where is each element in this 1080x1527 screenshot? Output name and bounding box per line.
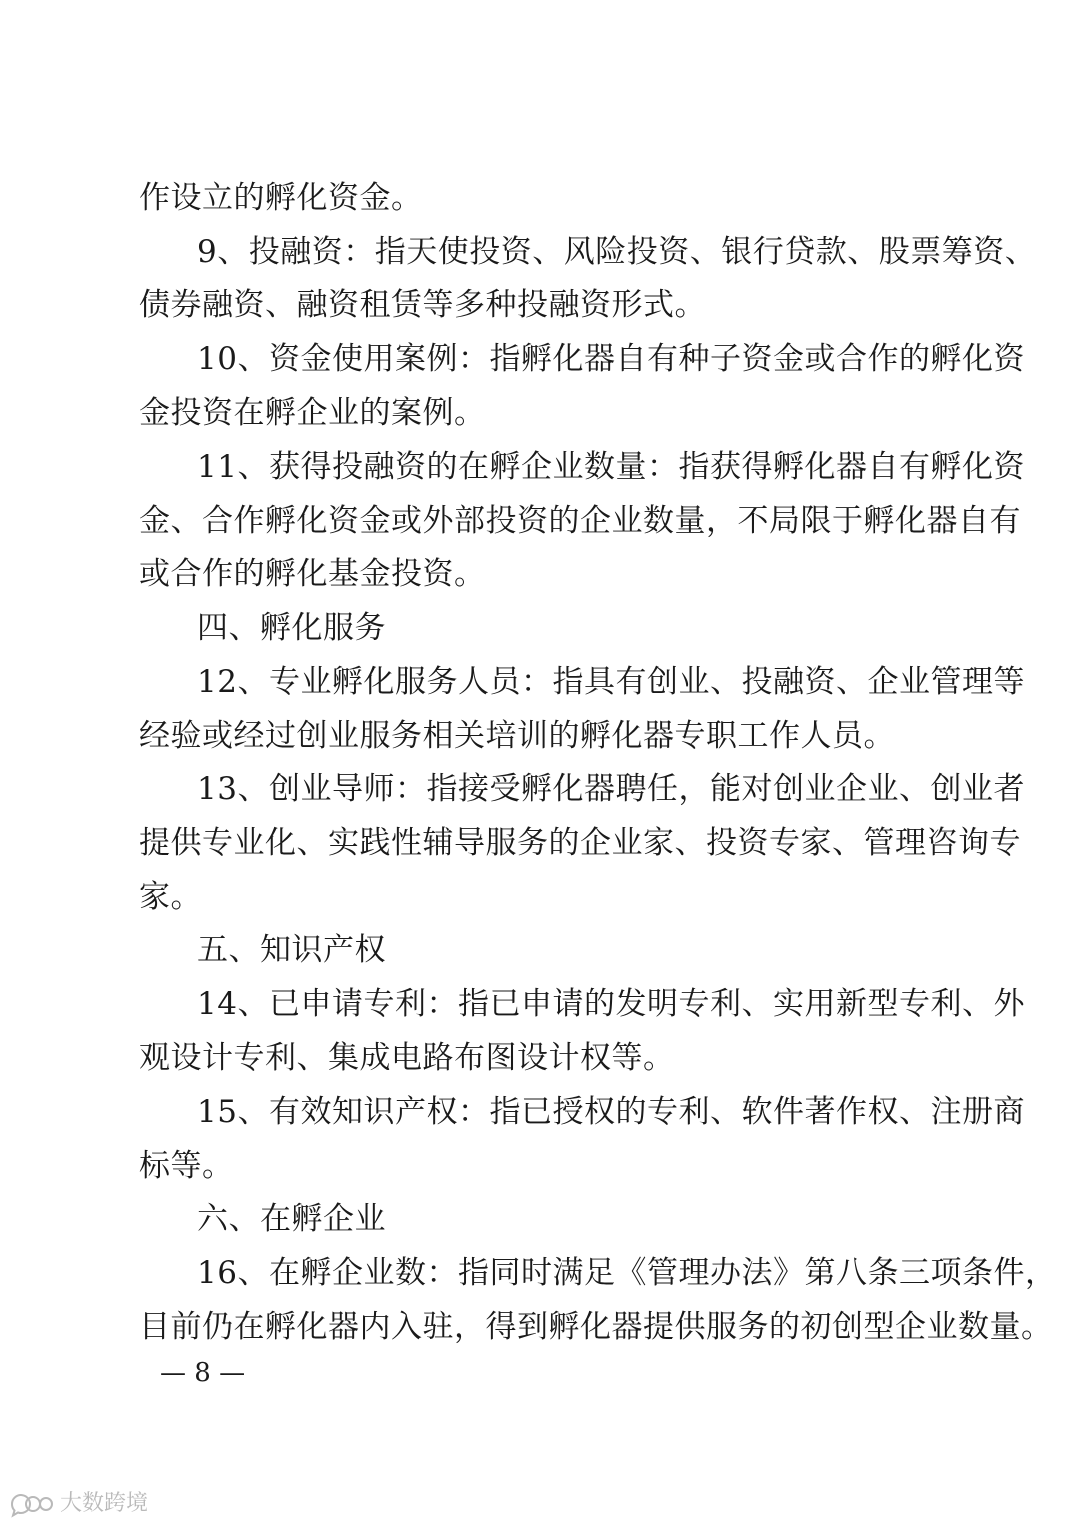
text-line: 14、已申请专利：指已申请的发明专利、实用新型专利、外: [197, 986, 1025, 1022]
section-heading: 四、孵化服务: [197, 610, 386, 646]
text-line: 16、在孵企业数：指同时满足《管理办法》第八条三项条件，: [197, 1255, 1057, 1291]
text-line: 目前仍在孵化器内入驻，得到孵化器提供服务的初创型企业数量。: [139, 1309, 1053, 1345]
text-line: 提供专业化、实践性辅导服务的企业家、投资专家、管理咨询专: [139, 825, 1021, 861]
text-line: 标等。: [139, 1148, 234, 1184]
text-line: 或合作的孵化基金投资。: [139, 556, 486, 592]
section-heading: 六、在孵企业: [197, 1201, 386, 1237]
watermark: [8, 1490, 148, 1518]
text-line: 金投资在孵企业的案例。: [139, 395, 486, 431]
text-line: 观设计专利、集成电路布图设计权等。: [139, 1040, 675, 1076]
text-line: 13、创业导师：指接受孵化器聘任，能对创业企业、创业者: [197, 771, 1025, 807]
text-line: 债券融资、融资租赁等多种投融资形式。: [139, 287, 706, 323]
page-number: — 8 —: [160, 1358, 246, 1388]
text-line: 作设立的孵化资金。: [139, 180, 423, 216]
chat-bubble-icon: [8, 1491, 54, 1517]
text-line: 家。: [139, 879, 202, 915]
text-line: 金、合作孵化资金或外部投资的企业数量，不局限于孵化器自有: [139, 503, 1021, 539]
text-line: 9、投融资：指天使投资、风险投资、银行贷款、股票筹资、: [197, 234, 1037, 270]
text-line: 11、获得投融资的在孵企业数量：指获得孵化器自有孵化资: [197, 449, 1025, 485]
text-line: 10、资金使用案例：指孵化器自有种子资金或合作的孵化资: [197, 341, 1025, 377]
text-line: 12、专业孵化服务人员：指具有创业、投融资、企业管理等: [197, 664, 1025, 700]
section-heading: 五、知识产权: [197, 932, 386, 968]
watermark-text: 大数跨境: [60, 1491, 149, 1516]
text-line: 经验或经过创业服务相关培训的孵化器专职工作人员。: [139, 718, 895, 754]
text-line: 15、有效知识产权：指已授权的专利、软件著作权、注册商: [197, 1094, 1025, 1130]
